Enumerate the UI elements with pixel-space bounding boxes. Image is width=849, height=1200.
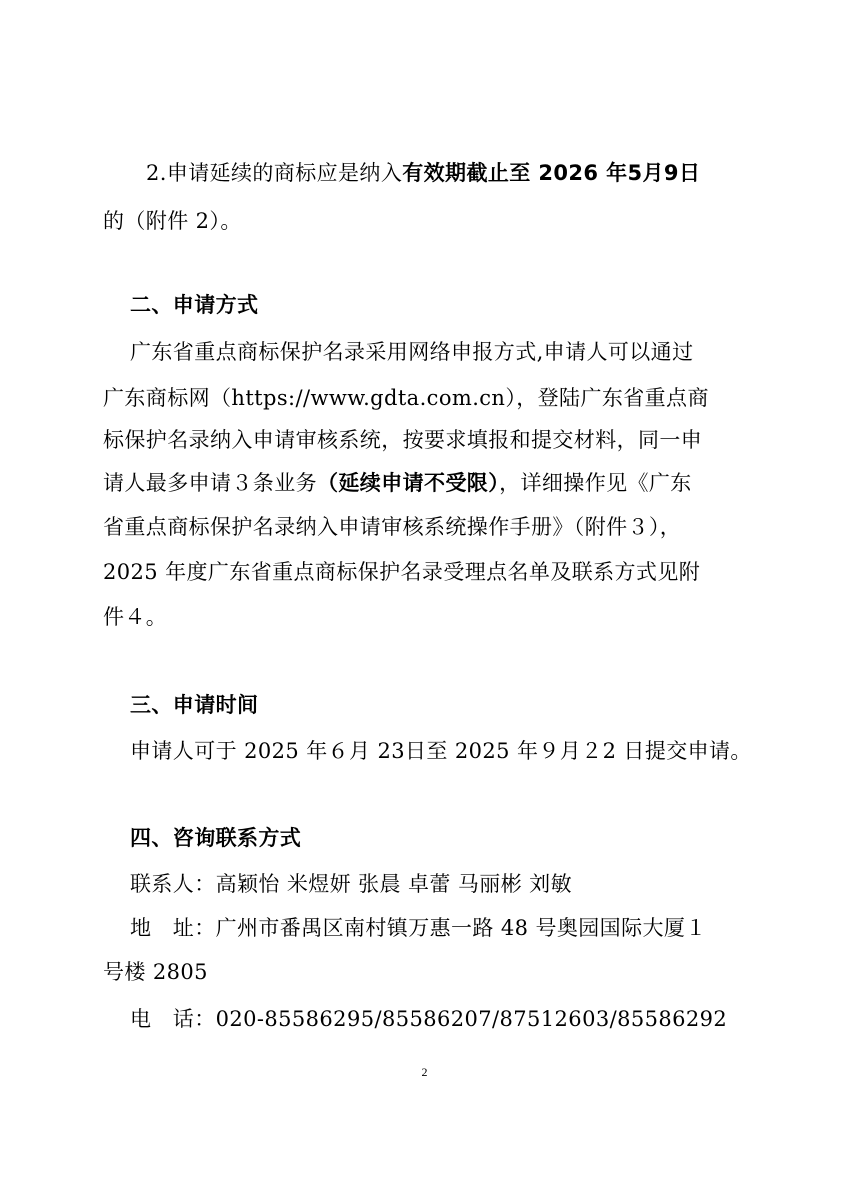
section3-heading: 三、申请时间 xyxy=(130,693,259,717)
item2-bold-date: 有效期截止至 2026 年5月9日 xyxy=(402,161,701,185)
item2-line2: 的（附件 2）。 xyxy=(103,209,242,233)
address-line2: 号楼 2805 xyxy=(103,960,208,984)
section2-line6: 2025 年度广东省重点商标保护名录受理点名单及联系方式见附 xyxy=(103,560,701,584)
page-number: 2 xyxy=(421,1065,428,1079)
item2-text: 2.申请延续的商标应是纳入 xyxy=(146,161,403,185)
section2-line3: 标保护名录纳入申请审核系统，按要求填报和提交材料，同一申 xyxy=(103,428,703,452)
contacts-line: 联系人：高颖怡 米煜妍 张晨 卓蕾 马丽彬 刘敏 xyxy=(130,872,572,896)
section2-line4-suffix: ，详细操作见《广东 xyxy=(499,471,692,495)
item2-line1 xyxy=(146,157,700,189)
section2-line4-bold: （延续申请不受限） xyxy=(317,471,500,495)
section2-line7: 件４。 xyxy=(103,605,168,629)
phone-line: 电 话：020-85586295/85586207/87512603/85586292 xyxy=(130,1007,728,1031)
section2-line2: 广东商标网（https://www.gdta.com.cn），登陆广东省重点商 xyxy=(103,386,709,410)
section2-line1: 广东省重点商标保护名录采用网络申报方式,申请人可以通过 xyxy=(130,340,694,364)
section2-line5: 省重点商标保护名录纳入申请审核系统操作手册》（附件３）， xyxy=(103,515,682,539)
section4-heading: 四、咨询联系方式 xyxy=(130,826,302,850)
address-line1: 地 址：广州市番禺区南村镇万惠一路 48 号奥园国际大厦１ xyxy=(130,916,707,940)
section2-heading: 二、申请方式 xyxy=(130,293,259,317)
section2-line4-prefix: 请人最多申请３条业务 xyxy=(103,471,317,495)
section3-line1: 申请人可于 2025 年６月 23日至 2025 年９月２2 日提交申请。 xyxy=(130,739,752,763)
section2-line4 xyxy=(103,467,692,499)
